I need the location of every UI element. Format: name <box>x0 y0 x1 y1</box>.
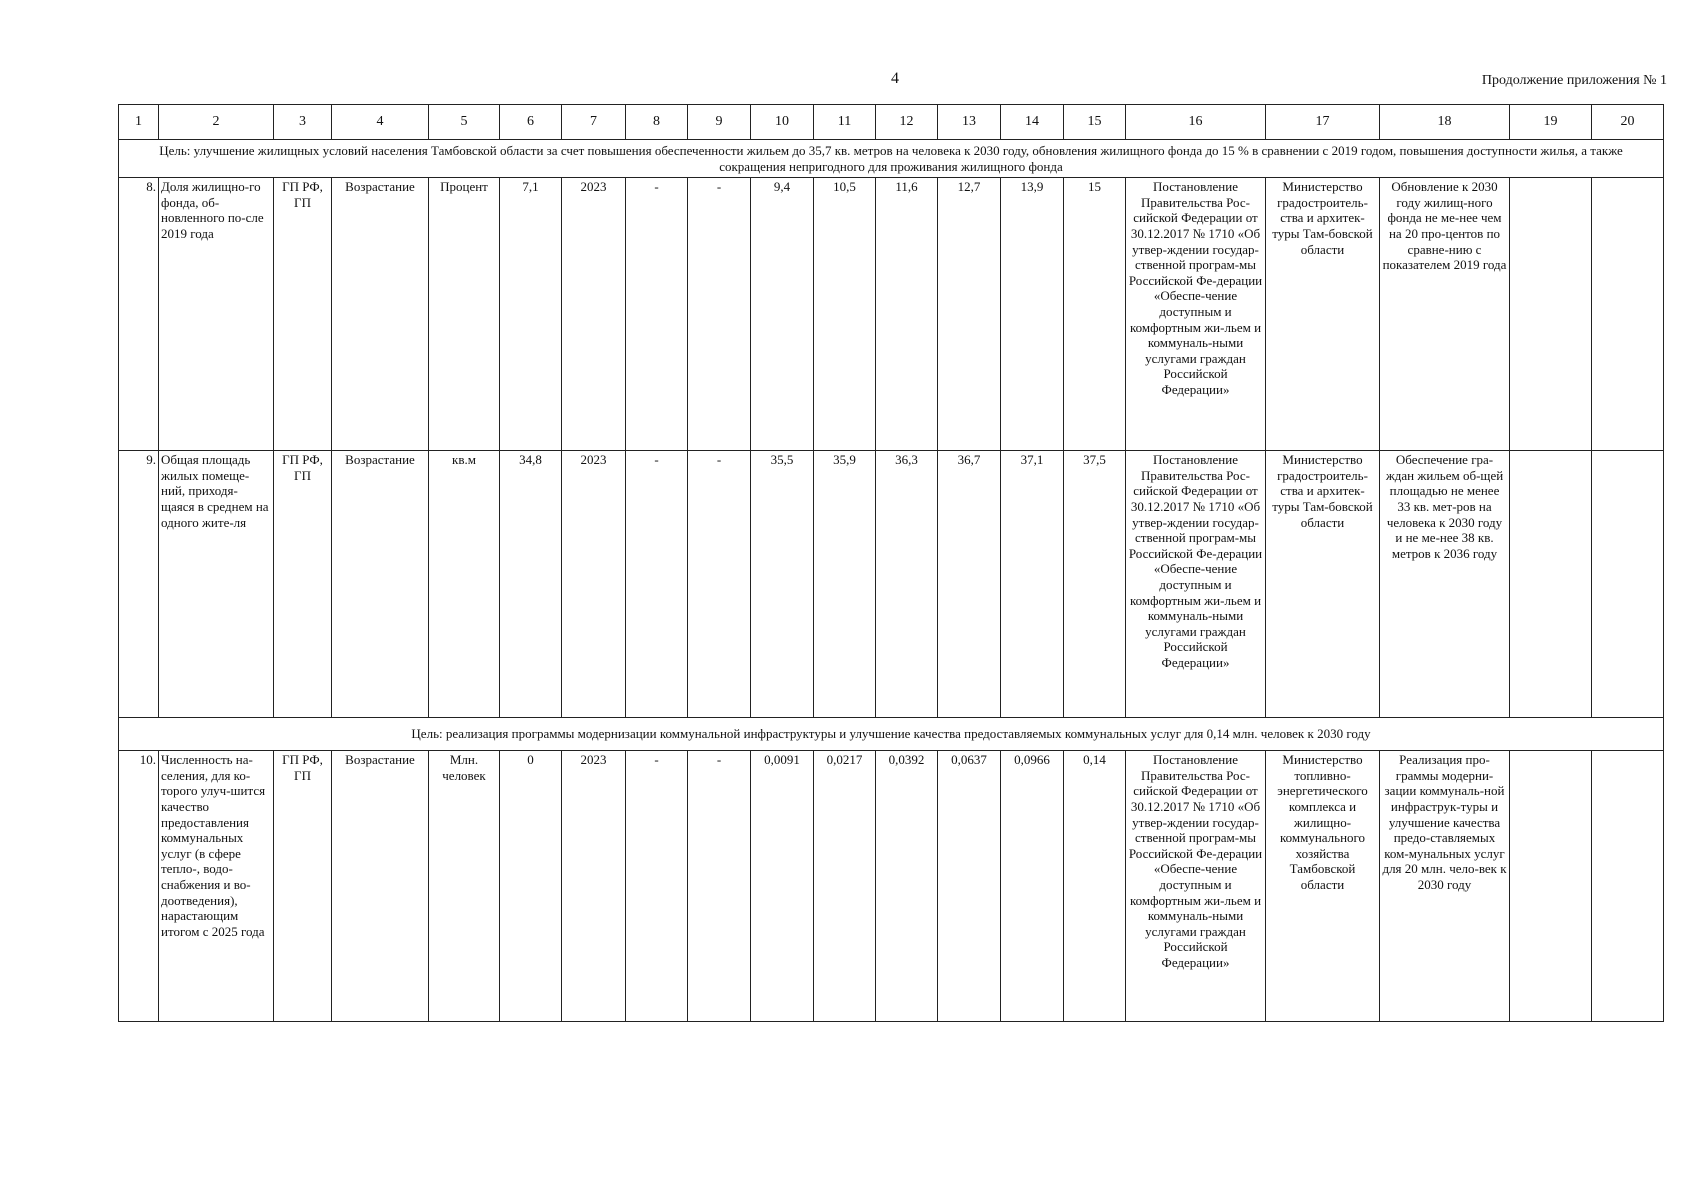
indicators-table <box>118 104 1664 1022</box>
unit-of-measure: Млн. человек <box>429 751 500 1022</box>
cell-col19 <box>1510 451 1592 718</box>
national-goal-link: Реализация про-граммы модерни-зации коммуналь-ной инфраструк-туры и улучшение качества предо-ставляемых ком-мунальных услуг для 20 млн. чело-век к 2030 году <box>1380 751 1510 1022</box>
column-header: 10 <box>751 105 814 140</box>
legal-document: Постановление Правительства Рос-сийской Федерации от 30.12.2017 № 1710 «Об утвер-ждении государ-ственной програм-мы Российской Фе-дерации «Обеспе-чение доступным и комфортным жи-льем и коммуналь-ными услугами граждан Российской Федерации» <box>1126 751 1266 1022</box>
legal-document: Постановление Правительства Рос-сийской Федерации от 30.12.2017 № 1710 «Об утвер-ждении государ-ственной програм-мы Российской Фе-дерации «Обеспе-чение доступным и комфортным жи-льем и коммуналь-ными услугами граждан Российской Федерации» <box>1126 178 1266 451</box>
column-header: 20 <box>1592 105 1664 140</box>
value-col10: 35,5 <box>751 451 814 718</box>
goal-row <box>119 718 1664 751</box>
column-header: 3 <box>274 105 332 140</box>
indicator-name: Доля жилищно-го фонда, об-новленного по-сле 2019 года <box>159 178 274 451</box>
indicator-level: ГП РФ, ГП <box>274 751 332 1022</box>
value-col13: 12,7 <box>938 178 1001 451</box>
column-header: 13 <box>938 105 1001 140</box>
base-value: 34,8 <box>500 451 562 718</box>
indicator-name: Численность на-селения, для ко-торого улуч-шится качество предоставления коммунальных услуг (в сфере тепло-, водо-снабжения и во-доотведения), нарастающим итогом с 2025 года <box>159 751 274 1022</box>
row-number: 9. <box>119 451 159 718</box>
row-number: 8. <box>119 178 159 451</box>
cell-col8: - <box>626 751 688 1022</box>
base-year: 2023 <box>562 751 626 1022</box>
value-col10: 9,4 <box>751 178 814 451</box>
value-col12: 11,6 <box>876 178 938 451</box>
value-col15: 0,14 <box>1064 751 1126 1022</box>
value-col13: 36,7 <box>938 451 1001 718</box>
cell-col9: - <box>688 451 751 718</box>
value-col14: 0,0966 <box>1001 751 1064 1022</box>
value-col12: 0,0392 <box>876 751 938 1022</box>
legal-document: Постановление Правительства Рос-сийской Федерации от 30.12.2017 № 1710 «Об утвер-ждении государ-ственной програм-мы Российской Фе-дерации «Обеспе-чение доступным и комфортным жи-льем и коммуналь-ными услугами граждан Российской Федерации» <box>1126 451 1266 718</box>
column-header: 14 <box>1001 105 1064 140</box>
table-row <box>119 751 1664 1022</box>
indicator-trend: Возрастание <box>332 178 429 451</box>
cell-col19 <box>1510 178 1592 451</box>
column-header: 11 <box>814 105 876 140</box>
column-header: 5 <box>429 105 500 140</box>
unit-of-measure: Процент <box>429 178 500 451</box>
cell-col8: - <box>626 178 688 451</box>
indicator-level: ГП РФ, ГП <box>274 451 332 718</box>
value-col14: 13,9 <box>1001 178 1064 451</box>
column-header: 9 <box>688 105 751 140</box>
column-header: 17 <box>1266 105 1380 140</box>
column-header: 8 <box>626 105 688 140</box>
column-header: 12 <box>876 105 938 140</box>
indicator-trend: Возрастание <box>332 451 429 718</box>
value-col14: 37,1 <box>1001 451 1064 718</box>
column-header: 2 <box>159 105 274 140</box>
cell-col9: - <box>688 751 751 1022</box>
value-col13: 0,0637 <box>938 751 1001 1022</box>
value-col11: 35,9 <box>814 451 876 718</box>
base-value: 7,1 <box>500 178 562 451</box>
column-header: 4 <box>332 105 429 140</box>
goal-text: Цель: улучшение жилищных условий населения Тамбовской области за счет повышения обеспеченности жильем до 35,7 кв. метров на человека к 2030 году, обновления жилищного фонда до 15 % в сравнении с 2019 годом, повышения доступности жилья, а также сокращения непригодного для проживания жилищного фонда <box>119 140 1664 178</box>
column-header: 19 <box>1510 105 1592 140</box>
page-number: 4 <box>891 70 899 87</box>
value-col15: 15 <box>1064 178 1126 451</box>
goal-text: Цель: реализация программы модернизации коммунальной инфраструктуры и улучшение качества предоставляемых коммунальных услуг для 0,14 млн. человек к 2030 году <box>119 718 1664 751</box>
column-header: 6 <box>500 105 562 140</box>
column-number-row <box>119 105 1664 140</box>
table-row <box>119 178 1664 451</box>
row-number: 10. <box>119 751 159 1022</box>
cell-col9: - <box>688 178 751 451</box>
national-goal-link: Обновление к 2030 году жилищ-ного фонда не ме-нее чем на 20 про-центов по сравне-нию с показателем 2019 года <box>1380 178 1510 451</box>
value-col10: 0,0091 <box>751 751 814 1022</box>
cell-col8: - <box>626 451 688 718</box>
column-header: 18 <box>1380 105 1510 140</box>
column-header: 15 <box>1064 105 1126 140</box>
base-value: 0 <box>500 751 562 1022</box>
cell-col20 <box>1592 751 1664 1022</box>
column-header: 7 <box>562 105 626 140</box>
responsible-body: Министерство градостроитель-ства и архитек-туры Там-бовской области <box>1266 178 1380 451</box>
unit-of-measure: кв.м <box>429 451 500 718</box>
cell-col20 <box>1592 178 1664 451</box>
value-col12: 36,3 <box>876 451 938 718</box>
cell-col19 <box>1510 751 1592 1022</box>
column-header: 1 <box>119 105 159 140</box>
table-row <box>119 451 1664 718</box>
base-year: 2023 <box>562 451 626 718</box>
responsible-body: Министерство градостроитель-ства и архитек-туры Там-бовской области <box>1266 451 1380 718</box>
responsible-body: Министерство топливно-энергетического комплекса и жилищно-коммунального хозяйства Тамбовской области <box>1266 751 1380 1022</box>
goal-row <box>119 140 1664 178</box>
column-header: 16 <box>1126 105 1266 140</box>
indicator-name: Общая площадь жилых помеще-ний, приходя-щаяся в среднем на одного жите-ля <box>159 451 274 718</box>
indicator-trend: Возрастание <box>332 751 429 1022</box>
value-col15: 37,5 <box>1064 451 1126 718</box>
base-year: 2023 <box>562 178 626 451</box>
national-goal-link: Обеспечение гра-ждан жильем об-щей площадью не менее 33 кв. мет-ров на человека к 2030 году и не ме-нее 38 кв. метров к 2036 году <box>1380 451 1510 718</box>
continuation-label: Продолжение приложения № 1 <box>1481 73 1667 88</box>
value-col11: 10,5 <box>814 178 876 451</box>
value-col11: 0,0217 <box>814 751 876 1022</box>
indicator-level: ГП РФ, ГП <box>274 178 332 451</box>
cell-col20 <box>1592 451 1664 718</box>
